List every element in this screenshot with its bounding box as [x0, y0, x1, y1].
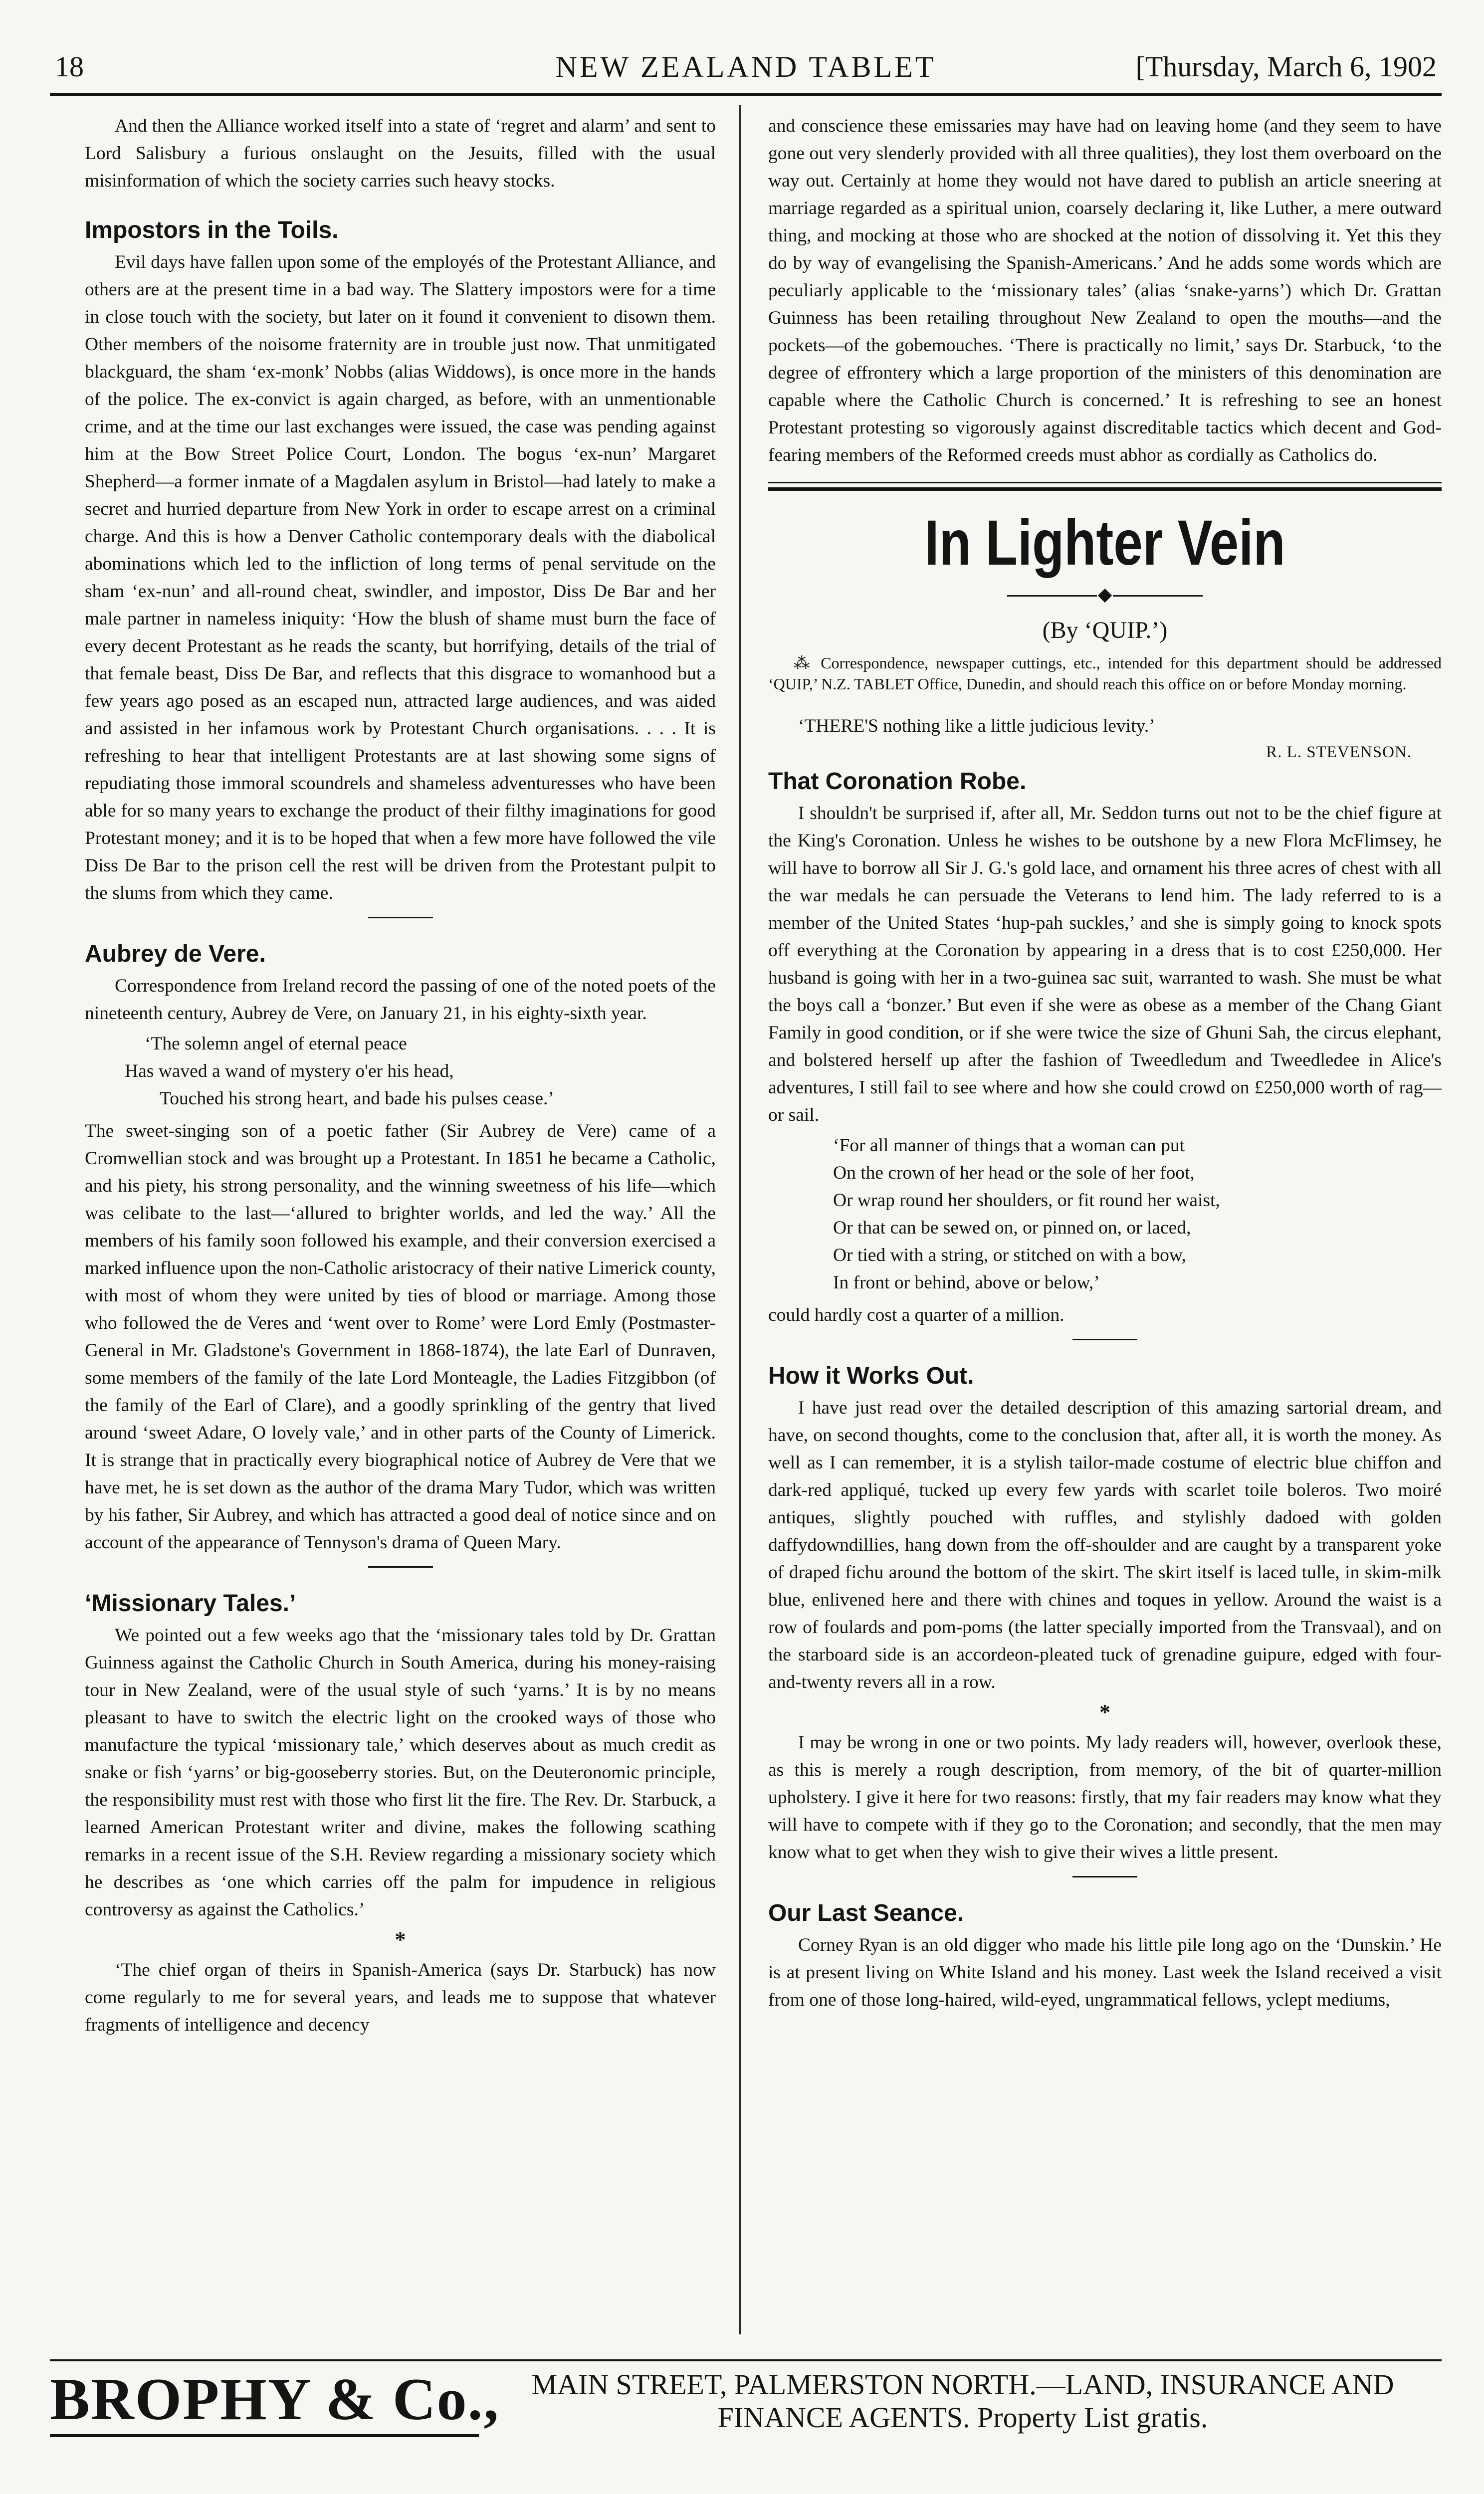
verse-line: ‘For all manner of things that a woman can put	[833, 1135, 1185, 1156]
diamond-icon	[1098, 589, 1112, 603]
editorial-note: ⁂ Correspondence, newspaper cuttings, etc., intended for this department should be addressed ‘QUIP,’ N.Z. TABLET Office, Dunedin, and should reach this office on or before Monday morning.	[768, 654, 1442, 693]
section-rule	[1072, 1876, 1137, 1877]
verse-line: In front or behind, above or below,’	[833, 1272, 1100, 1293]
advertiser-underline	[50, 2434, 479, 2437]
title-ornament	[768, 591, 1442, 601]
robe-article: I shouldn't be surprised if, after all, Mr. Seddon turns out not to be the chief figure at the King's Coronation. Unless he wishes to be outshone by a new Flora McFlimsey, he will have to borrow all Sir J. G.'s gold lace, and ornament his three acres of chest with all the war medals he can persuade the Veterans to lend him. The lady referred to is a member of the United States ‘hup-pah suckles,’ and she is simply going to knock spots off everything at the Coronation by appearing in a dress that is to cost £250,000. Her husband is going with her in a two-guinea sac suit, warranted to wash. She must be what the boys call a ‘bonzer.’ But even if she were as obese as a member of the Chang Giant Family in good condition, or if she were twice the size of Ghuni Sah, the circus elephant, and bolstered herself up after the fashion of Tweedledum and Tweedledee in Alice's adventures, I still fail to see where and how she could crowd on £250,000 worth of rag—or sail.	[768, 803, 1442, 1125]
verse-line: On the crown of her head or the sole of her foot,	[833, 1163, 1195, 1183]
missionary-continued: and conscience these emissaries may have had on leaving home (and they seem to have gone out very slenderly provided with all three qualities), they lost them overboard on the way out. Certainly at home they would not have dared to publish an article sneering at marriage regarded as a spiritual union, coarsely declaring it, like Luther, a mere outward thing, and mocking at those who are shocked at the notion of dissolving it. Yet this they do by way of evangelising the Spanish-Americans.’ And he adds some words which are peculiarly applicable to the ‘missionary tales’ (alias ‘snake-yarns’) which Dr. Grattan Guinness has been retailing throughout New Zealand to open the mouths—and the pockets—of the gobemouches. ‘There is practically no limit,’ says Dr. Starbuck, ‘to the degree of effrontery which a large proportion of the ministers of this denomination are capable where the Catholic Church is concerned.’ It is refreshing to see an honest Protestant protesting so vigorously against discreditable tactics which decent and God-fearing members of the Reformed creeds must abhor as cordially as Catholics do.	[768, 116, 1442, 465]
ad-line-1: MAIN STREET, PALMERSTON NORTH.—LAND, INSURANCE AND	[531, 2368, 1394, 2401]
star-separator: *	[395, 1927, 406, 1952]
works-heading: How it Works Out.	[768, 1363, 974, 1389]
double-rule-bottom	[768, 487, 1442, 491]
left-column	[85, 112, 716, 2039]
publication-title: NEW ZEALAND TABLET	[555, 50, 936, 83]
double-rule-top	[768, 482, 1442, 483]
aubrey-heading: Aubrey de Vere.	[85, 941, 266, 967]
section-rule	[1072, 1339, 1137, 1340]
wrong-article: I may be wrong in one or two points. My lady readers will, however, overlook these, as this is merely a rough description, from memory, of the bit of quarter-million upholstery. I give it here for two reasons: firstly, that my fair readers may know what they will have to compete with if they go to the Coronation; and secondly, that the men may know what to get when they wish to give their wives a little present.	[768, 1732, 1442, 1863]
section-rule	[368, 1566, 433, 1568]
verse-line: Touched his strong heart, and bade his pulses cease.’	[160, 1088, 554, 1109]
aubrey-verse	[85, 1030, 716, 1112]
alliance-intro: And then the Alliance worked itself into a state of ‘regret and alarm’ and sent to Lord Salisbury a furious onslaught on the Jesuits, filled with the usual misinformation of which the society carries such heavy stocks.	[85, 116, 716, 191]
impostors-heading: Impostors in the Toils.	[85, 217, 339, 243]
verse-line: Or tied with a string, or stitched on with a bow,	[833, 1245, 1186, 1265]
verse-line: ‘The solemn angel of eternal peace	[145, 1034, 407, 1054]
page-number: 18	[55, 50, 84, 83]
ornament-line	[1113, 595, 1203, 597]
verse-line: Or wrap round her shoulders, or fit round her waist,	[833, 1190, 1220, 1211]
advertiser-name: BROPHY & Co.,	[50, 2366, 500, 2432]
verse-line: Has waved a wand of mystery o'er his head,	[125, 1061, 454, 1081]
section-rule	[368, 917, 433, 918]
aubrey-article: The sweet-singing son of a poetic father (Sir Aubrey de Vere) came of a Cromwellian stock and was brought up a Protestant. In 1851 he became a Catholic, and his piety, his strong personality, and the winning sweetness of his life—which was celibate to the last—‘allured to brighter worlds, and led the way.’ All the members of his family soon followed his example, and their conversion exercised a marked influence upon the non-Catholic aristocracy of their native Limerick county, with most of whom they were united by ties of blood or marriage. Among those who followed the de Veres and ‘went over to Rome’ were Lord Emly (Postmaster-General in Mr. Gladstone's Government in 1868-1874), the late Earl of Dunraven, some members of the family of the late Lord Monteagle, the Ladies Fitzgibbon (of the family of the Earl of Clare), and a goodly sprinkling of the gentry that lived around ‘sweet Adare, O lovely vale,’ and in other parts of the County of Limerick. It is strange that in practically every biographical notice of Aubrey de Vere that we have met, he is set down as the author of the drama Mary Tudor, which was written by his father, Sir Aubrey, and which has attracted a good deal of notice since and on account of the appearance of Tennyson's drama of Queen Mary.	[85, 1121, 716, 1553]
works-article: I have just read over the detailed description of this amazing sartorial dream, and have, on second thoughts, come to the conclusion that, after all, it is worth the money. As well as I can remember, it is a stylish tailor-made costume of electric blue chiffon and dark-red appliqué, tucked up every few yards with scarlet toile boleros. Two moiré antiques, slightly pouched with ruffles, and stylishly dadoed with golden daffydowndillies, hang down from the off-shoulder and are caught by a transparent yoke of draped fichu around the bottom of the skirt. The skirt itself is laced tulle, in skim-milk blue, enlivened here and there with chines and toques in yellow. Around the waist is a row of foulards and pom-poms (the latter specially imported from the Transvaal), and on the starboard side is an accordeon-pleated tuck of grenadine guipure, edged with four-and-twenty revers all in a row.	[768, 1398, 1442, 1692]
page-header	[50, 50, 1442, 90]
footer-rule	[50, 2359, 1442, 2361]
seance-heading: Our Last Seance.	[768, 1900, 964, 1926]
missionary-heading: ‘Missionary Tales.’	[85, 1590, 296, 1617]
seance-article: Corney Ryan is an old digger who made his little pile long ago on the ‘Dunskin.’ He is at present living on White Island and his money. Last week the Island received a visit from one of those long-haired, wild-eyed, ungrammatical fellows, yclept mediums,	[768, 1935, 1442, 2010]
robe-heading: That Coronation Robe.	[768, 768, 1027, 795]
byline: (By ‘QUIP.’)	[1042, 617, 1168, 643]
missionary-article: We pointed out a few weeks ago that the ‘missionary tales told by Dr. Grattan Guinness against the Catholic Church in South America, during his money-raising tour in New Zealand, were of the usual style of such ‘yarns.’ It is by no means pleasant to have to switch the electric light on the crooked ways of those who manufacture the typical ‘missionary tale,’ which deserves about as much credit as snake or fish ‘yarns’ or big-gooseberry stories. But, on the Deuteronomic principle, the responsibility must rest with those who first lit the fire. The Rev. Dr. Starbuck, a learned American Protestant writer and divine, makes the following scathing remarks in a recent issue of the S.H. Review regarding a missionary society which he describes as ‘one which carries off the palm for impudence in religious controversy as against the Catholics.’	[85, 1625, 716, 1920]
robe-conclusion: could hardly cost a quarter of a million.	[768, 1305, 1064, 1325]
advertisement-text	[494, 2368, 1432, 2434]
impostors-article: Evil days have fallen upon some of the employés of the Protestant Alliance, and others are at the present time in a bad way. The Slattery impostors were for a time in close touch with the society, but later on it found it convenient to disown them. Other members of the noisome fraternity are in trouble just now. That unmitigated blackguard, the sham ‘ex-monk’ Nobbs (alias Widdows), is once more in the hands of the police. The ex-convict is again charged, as before, with an unmentionable crime, and at the time our last exchanges were issued, the case was pending against him at the Bow Street Police Court, London. The bogus ‘ex-nun’ Margaret Shepherd—a former inmate of a Magdalen asylum in Bristol—had lately to make a secret and hurried departure from New York in order to escape arrest on a criminal charge. And this is how a Denver Catholic contemporary deals with the diabolical abominations which led to the infliction of long terms of penal servitude on the sham ‘ex-nun’ and all-round cheat, swindler, and impostor, Diss De Bar and her male partner in nameless iniquity: ‘How the blush of shame must burn the face of every decent Protestant as he reads the scanty, but horrifying, details of the trial of that female beast, Diss De Bar, and reflects that this disgrace to womanhood but a few years ago posed as an escaped nun, attracted large audiences, and was aided and assisted in her infamous work by Protestant Church organisations. . . . It is refreshing to hear that intelligent Protestants are at last showing some signs of repudiating those immoral scoundrels and shameless adventuresses who have been able for so many years to exchange the product of their filthy imaginations for good Protestant money; and it is to be hoped that when a few more have followed the vile Diss De Bar to the prison cell the rest will be driven from the Protestant pulpit to the slums from which they came.	[85, 252, 716, 903]
right-column	[768, 112, 1442, 2014]
ornament-line	[1007, 595, 1097, 597]
issue-date: [Thursday, March 6, 1902	[1135, 50, 1437, 83]
verse-line: Or that can be sewed on, or pinned on, or laced,	[833, 1218, 1191, 1238]
column-divider	[739, 105, 741, 2334]
epigraph-author: R. L. STEVENSON.	[1266, 743, 1412, 761]
starbuck-quote: ‘The chief organ of theirs in Spanish-America (says Dr. Starbuck) has now come regularly to me for several years, and leads me to suppose that whatever fragments of intelligence and decency	[85, 1960, 716, 2035]
header-rule	[50, 93, 1442, 96]
section-title: In Lighter Vein	[924, 507, 1285, 579]
ad-line-2: FINANCE AGENTS. Property List gratis.	[717, 2401, 1208, 2434]
robe-verse	[768, 1132, 1442, 1296]
epigraph: ‘THERE'S nothing like a little judicious levity.’	[798, 716, 1155, 736]
star-separator: *	[1099, 1700, 1110, 1724]
aubrey-intro: Correspondence from Ireland record the passing of one of the noted poets of the nineteenth century, Aubrey de Vere, on January 21, in his eighty-sixth year.	[85, 976, 716, 1024]
